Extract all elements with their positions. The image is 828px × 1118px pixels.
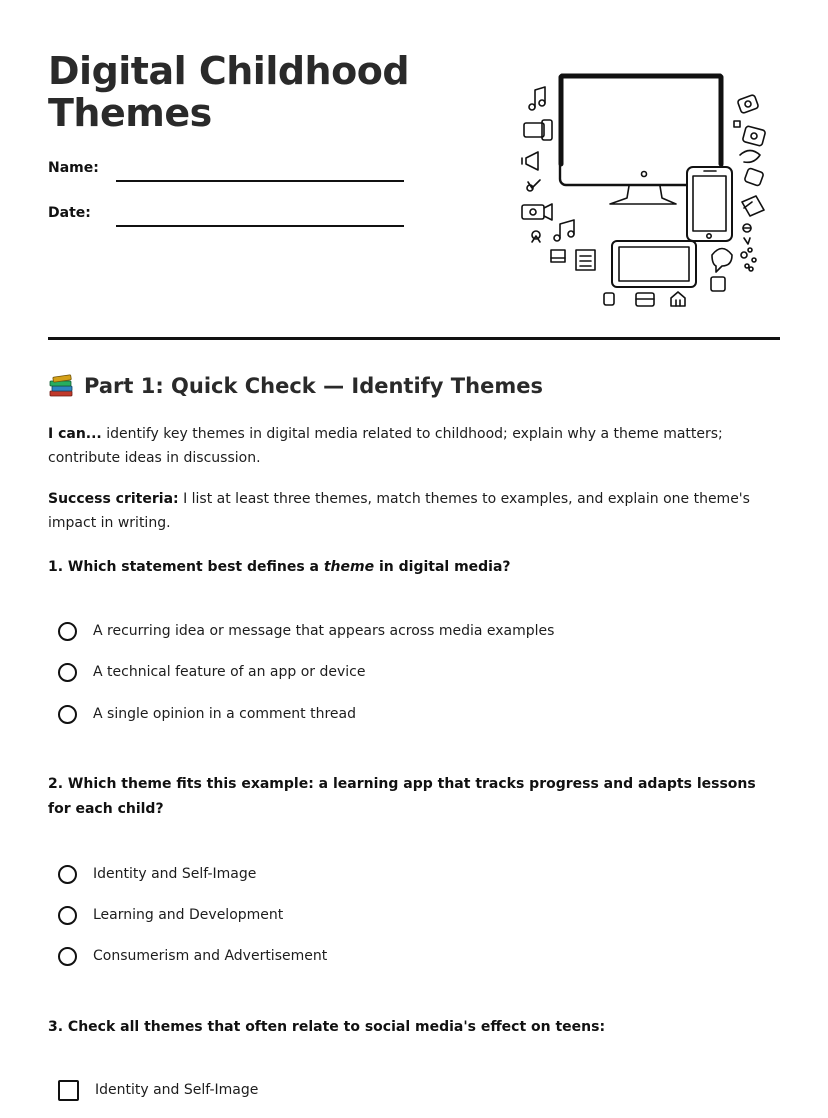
- option-label: A technical feature of an app or device: [93, 664, 366, 680]
- question-3: 3. Check all themes that often relate to social media's effect on teens:: [48, 1019, 606, 1035]
- q1-option-3[interactable]: [58, 702, 356, 726]
- radio-button[interactable]: [58, 947, 77, 966]
- question-1-emphasis: theme: [323, 559, 375, 575]
- q1-option-1[interactable]: [58, 619, 554, 643]
- radio-button[interactable]: [58, 906, 77, 925]
- success-criteria: [48, 487, 788, 535]
- i-can-label: I can...: [48, 426, 102, 442]
- option-label: Learning and Development: [93, 907, 284, 923]
- checkbox[interactable]: [58, 1080, 79, 1101]
- divider: [48, 337, 780, 340]
- date-label: Date:: [48, 205, 91, 221]
- q2-option-3[interactable]: [58, 944, 327, 968]
- section-heading-text: Part 1: Quick Check — Identify Themes: [84, 374, 543, 398]
- q3-option-1[interactable]: [58, 1078, 258, 1102]
- question-2: 2. Which theme fits this example: a learning app that tracks progress and adapts lessons for each child?: [48, 776, 756, 817]
- option-label: Consumerism and Advertisement: [93, 948, 328, 964]
- radio-button[interactable]: [58, 865, 77, 884]
- success-criteria-label: Success criteria:: [48, 491, 179, 507]
- option-label: Identity and Self-Image: [93, 866, 257, 882]
- name-label: Name:: [48, 160, 99, 176]
- option-label: A single opinion in a comment thread: [93, 706, 357, 722]
- q1-option-2[interactable]: [58, 660, 365, 684]
- question-1-text: 1. Which statement best defines a: [48, 559, 324, 575]
- option-label: A recurring idea or message that appears across media examples: [93, 623, 555, 639]
- books-icon: [48, 374, 74, 398]
- i-can-statement: [48, 422, 788, 470]
- q2-option-1[interactable]: [58, 862, 256, 886]
- success-criteria-text: I list at least three themes, match themes to examples, and explain one theme's impact in writing.: [48, 491, 750, 531]
- radio-button[interactable]: [58, 705, 77, 724]
- q2-option-2[interactable]: [58, 903, 283, 927]
- section-heading-part1: [48, 374, 543, 398]
- question-1: [48, 555, 768, 580]
- page-title: Digital Childhood Themes: [48, 49, 410, 135]
- date-field[interactable]: [116, 225, 404, 227]
- question-1-text-end: in digital media?: [374, 559, 511, 575]
- name-field[interactable]: [116, 180, 404, 182]
- radio-button[interactable]: [58, 622, 77, 641]
- i-can-text: identify key themes in digital media related to childhood; explain why a theme matters; contribute ideas in discussion.: [48, 426, 723, 466]
- devices-icon: [518, 70, 768, 310]
- option-label: Identity and Self-Image: [95, 1082, 259, 1098]
- radio-button[interactable]: [58, 663, 77, 682]
